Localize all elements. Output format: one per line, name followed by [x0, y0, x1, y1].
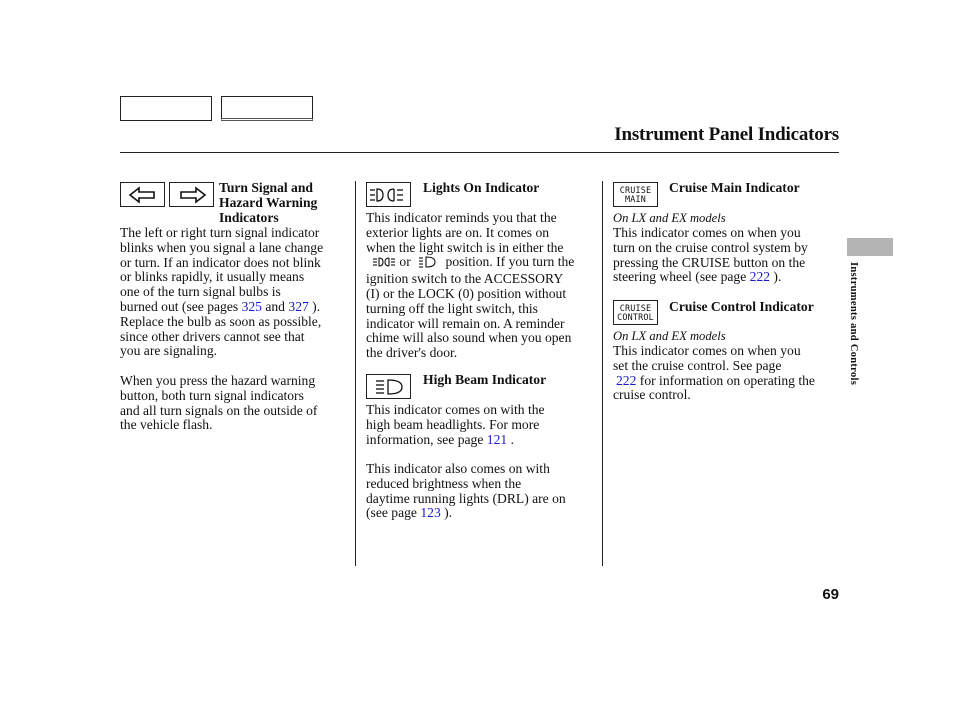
- column-divider-2: [602, 181, 603, 566]
- cruise-main-label: [620, 186, 651, 204]
- text-line: exterior lights are on. It comes on: [366, 224, 550, 240]
- lights-on-paragraph: [366, 211, 600, 361]
- heading-line: Turn Signal and: [219, 180, 313, 195]
- text-line: daytime running lights (DRL) are on: [366, 490, 566, 506]
- text-line: the driver's door.: [366, 345, 458, 361]
- text-fragment: for information on operating the: [636, 372, 815, 388]
- page-link-123[interactable]: 123: [420, 505, 441, 521]
- text-line: This indicator comes on when you: [613, 225, 801, 240]
- lights-on-indicator: [366, 182, 411, 207]
- text-line: high beam headlights. For more: [366, 416, 540, 432]
- text-line: turning off the light switch, this: [366, 300, 538, 316]
- label-line: CRUISE: [619, 302, 652, 313]
- cruise-main-heading: Cruise Main Indicator: [669, 180, 800, 195]
- text-line: (I) or the LOCK (0) position without: [366, 285, 567, 301]
- header-rule: [120, 152, 839, 153]
- text-fragment: ).: [308, 298, 321, 314]
- lights-on-heading: Lights On Indicator: [423, 180, 540, 195]
- page-link-121[interactable]: 121: [486, 431, 508, 447]
- text-line: chime will also sound when you open: [366, 330, 572, 346]
- text-line: [613, 374, 839, 389]
- text-fragment: .: [507, 431, 514, 447]
- headlight-icon: [418, 256, 436, 272]
- cruise-control-indicator: [613, 300, 658, 325]
- page-number: 69: [822, 586, 839, 603]
- text-fragment: information, see page: [366, 431, 487, 447]
- cruise-main-models: On LX and EX models: [613, 211, 726, 225]
- text-line: This indicator also comes on with: [366, 461, 550, 476]
- section-tab[interactable]: [847, 238, 893, 256]
- text-fragment: (see page: [366, 505, 421, 521]
- text-line: Replace the bulb as soon as possible,: [120, 313, 322, 329]
- text-line: turn on the cruise control system by: [613, 239, 808, 255]
- text-line: cruise control.: [613, 387, 691, 403]
- column-divider-1: [355, 181, 356, 566]
- text-line: or turn. If an indicator does not blink: [120, 254, 321, 270]
- high-beam-indicator: [366, 374, 411, 399]
- nav-box-2[interactable]: [221, 96, 313, 121]
- high-beam-paragraph: [366, 403, 600, 447]
- cruise-control-models: On LX and EX models: [613, 329, 726, 343]
- text-line: [366, 433, 600, 448]
- text-line: This indicator reminds you that the: [366, 210, 557, 225]
- text-fragment: ).: [440, 505, 453, 521]
- label-line: CRUISE: [619, 184, 652, 195]
- right-turn-indicator: [169, 182, 214, 207]
- high-beam-icon: [374, 378, 404, 396]
- left-arrow-icon: [128, 186, 158, 204]
- text-line: [366, 506, 600, 521]
- page-title: Instrument Panel Indicators: [614, 124, 839, 145]
- text-fragment: burned out (see pages: [120, 298, 242, 314]
- heading-line: Indicators: [219, 209, 279, 225]
- text-line: blinks when you signal a lane change: [120, 239, 324, 255]
- cruise-control-label: [617, 304, 654, 322]
- text-line: you are signaling.: [120, 343, 218, 359]
- parking-light-icon: [372, 256, 396, 272]
- page-link-222[interactable]: 222: [749, 269, 771, 285]
- lights-on-icon: [369, 185, 409, 205]
- text-line: the vehicle flash.: [120, 417, 213, 433]
- text-line: or blinks rapidly, it usually means: [120, 269, 305, 285]
- text-line: This indicator comes on when you: [613, 343, 801, 358]
- text-fragment: position. If you turn the: [445, 254, 575, 270]
- left-turn-indicator: [120, 182, 165, 207]
- right-arrow-icon: [177, 186, 207, 204]
- drl-paragraph: [366, 462, 600, 521]
- cruise-main-indicator: [613, 182, 658, 207]
- text-line: This indicator comes on with the: [366, 402, 545, 417]
- text-line: and all turn signals on the outside of: [120, 402, 318, 418]
- nav-box-1[interactable]: [120, 96, 212, 121]
- text-line: since other drivers cannot see that: [120, 328, 305, 344]
- text-fragment: ).: [770, 269, 782, 285]
- label-line: MAIN: [625, 193, 646, 204]
- text-line: ignition switch to the ACCESSORY: [366, 271, 564, 287]
- heading-line: Hazard Warning: [219, 194, 318, 210]
- text-line: when the light switch is in either the: [366, 239, 564, 255]
- text-fragment: steering wheel (see page: [613, 269, 750, 285]
- high-beam-heading: High Beam Indicator: [423, 372, 547, 387]
- page-link-222[interactable]: 222: [616, 372, 637, 388]
- text-fragment: or: [399, 254, 411, 270]
- text-line: one of the turn signal bulbs is: [120, 284, 281, 300]
- page-link-327[interactable]: 327: [288, 298, 309, 314]
- page-link-325[interactable]: 325: [241, 298, 262, 314]
- turn-signal-heading: [219, 181, 354, 225]
- text-line: reduced brightness when the: [366, 475, 522, 491]
- cruise-control-paragraph: [613, 344, 839, 403]
- section-tab-label: Instruments and Controls: [848, 262, 859, 386]
- cruise-main-paragraph: [613, 226, 839, 285]
- text-line: indicator will remain on. A reminder: [366, 315, 565, 331]
- text-line: set the cruise control. See page: [613, 357, 782, 373]
- text-line: When you press the hazard warning: [120, 373, 316, 388]
- hazard-paragraph: [120, 374, 352, 433]
- text-line: The left or right turn signal indicator: [120, 225, 320, 240]
- text-line-with-icons: [366, 255, 600, 272]
- text-line: pressing the CRUISE button on the: [613, 254, 806, 270]
- text-line: [613, 270, 839, 285]
- turn-signal-paragraph: [120, 226, 352, 359]
- text-line: button, both turn signal indicators: [120, 387, 304, 403]
- text-fragment: and: [261, 298, 289, 314]
- cruise-control-heading: Cruise Control Indicator: [669, 299, 814, 314]
- label-line: CONTROL: [617, 311, 654, 322]
- text-line: [120, 300, 352, 315]
